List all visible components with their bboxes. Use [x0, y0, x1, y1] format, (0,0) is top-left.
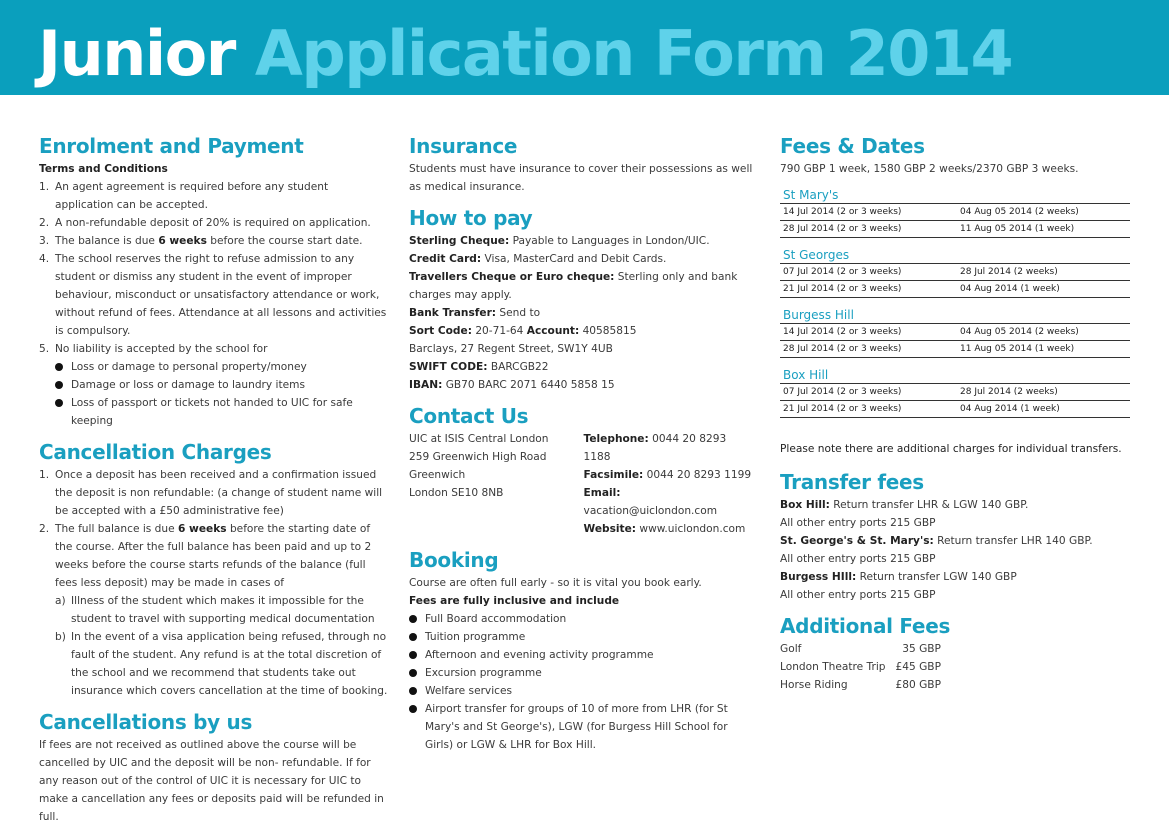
transfer-st-georges: St. George's & St. Mary's: Return transfer LHR 140 GBP.	[780, 535, 1093, 547]
bullet-icon	[409, 615, 417, 623]
list-item: b) In the event of a visa application being refused, through no fault of the student. Any refund is at the total discretion of the school and we recommend that students take out insurance which covers cancellation at the time of booking.	[55, 631, 388, 697]
venue-name: St Mary's	[783, 188, 839, 202]
address-block	[409, 430, 584, 538]
pay-sort-code: Sort Code: 20-71-64 Account: 40585815	[409, 325, 637, 337]
column-terms	[39, 132, 389, 826]
table-row: 21 Jul 2014 (2 or 3 weeks) 04 Aug 2014 (1 week)	[780, 401, 1130, 418]
table-row: 07 Jul 2014 (2 or 3 weeks) 28 Jul 2014 (2 weeks)	[780, 264, 1130, 281]
cancellations-by-us-heading: Cancellations by us	[39, 710, 253, 734]
bullet-icon	[409, 633, 417, 641]
venue-name: St Georges	[783, 248, 850, 262]
title-word-junior: Junior	[38, 17, 235, 90]
insurance-heading: Insurance	[409, 134, 518, 158]
title-word-application: Application Form 2014	[254, 17, 1013, 90]
table-row: 28 Jul 2014 (2 or 3 weeks) 11 Aug 05 2014 (1 week)	[780, 341, 1130, 358]
fees-dates-heading: Fees & Dates	[780, 134, 925, 158]
bullet-icon	[409, 669, 417, 677]
pay-card: Credit Card: Visa, MasterCard and Debit Cards.	[409, 253, 667, 265]
additional-fees-heading: Additional Fees	[780, 614, 951, 638]
email-link[interactable]: Email: vacation@uiclondon.com	[583, 487, 718, 517]
pay-swift: SWIFT CODE: BARCGB22	[409, 361, 549, 373]
contact-details	[584, 430, 754, 538]
booking-subheading: Fees are fully inclusive and include	[409, 595, 620, 607]
transfer-box-hill: Box Hill: Return transfer LHR & LGW 140 GBP.	[780, 499, 1029, 511]
list-item: Excursion programme	[409, 664, 754, 682]
cancellation-cases	[55, 592, 389, 700]
table-row: 14 Jul 2014 (2 or 3 weeks) 04 Aug 05 2014 (2 weeks)	[780, 204, 1130, 221]
header-banner	[0, 0, 1169, 95]
enrolment-heading: Enrolment and Payment	[39, 134, 304, 158]
list-item: Loss of passport or tickets not handed to UIC for safe keeping	[55, 394, 389, 430]
pay-bank: Bank Transfer: Send to	[409, 307, 541, 319]
list-item: 4. The school reserves the right to refuse admission to any student or dismiss any student in the event of improper behaviour, misconduct or unsatisfactory attendance or work, without refund of fees. Attendance at all lessons and activities is compulsory.	[39, 253, 387, 337]
table-row: 21 Jul 2014 (2 or 3 weeks) 04 Aug 2014 (1 week)	[780, 281, 1130, 298]
address-line: London SE10 8NB	[409, 487, 504, 499]
dates-table	[780, 263, 1130, 298]
fees-text: 790 GBP 1 week, 1580 GBP 2 weeks/2370 GBP 3 weeks.	[780, 163, 1079, 175]
table-row: Golf 35 GBP	[780, 643, 941, 655]
dates-table	[780, 383, 1130, 418]
list-item: Damage or loss or damage to laundry items	[55, 376, 389, 394]
address-line: 259 Greenwich High Road	[409, 451, 547, 463]
insurance-text: Students must have insurance to cover their possessions as well as medical insurance.	[409, 163, 753, 193]
column-fees	[780, 132, 1130, 694]
transfer-burgess-hill: Burgess HIll: Return transfer LGW 140 GBP	[780, 571, 1017, 583]
bullet-icon	[55, 381, 63, 389]
list-item: Airport transfer for groups of 10 of more from LHR (for St Mary's and St George's), LGW (for Burgess Hill School for Girls) or LGW & LHR for Box Hill.	[409, 700, 754, 754]
liability-list	[55, 358, 389, 430]
transfers-note: Please note there are additional charges for individual transfers.	[780, 443, 1122, 455]
list-item: Tuition programme	[409, 628, 754, 646]
table-row: Horse Riding £80 GBP	[780, 679, 941, 691]
list-item: 1. An agent agreement is required before any student application can be accepted.	[39, 181, 329, 211]
website-link[interactable]: Website: www.uiclondon.com	[583, 523, 746, 535]
telephone: Telephone: 0044 20 8293 1188	[583, 433, 727, 463]
bullet-icon	[55, 363, 63, 371]
dates-table	[780, 203, 1130, 238]
table-row: 28 Jul 2014 (2 or 3 weeks) 11 Aug 05 2014 (1 week)	[780, 221, 1130, 238]
cancellations-by-us-text: If fees are not received as outlined above the course will be cancelled by UIC and the deposit will be non- refundable. If for any reason out of the control of UIC it is necessary for UIC to make a cancellation any fees or deposits paid will be refunded in full.	[39, 739, 384, 823]
address-line: Greenwich	[409, 469, 466, 481]
list-item: 2. A non-refundable deposit of 20% is required on application.	[39, 217, 371, 229]
booking-heading: Booking	[409, 548, 499, 572]
pay-sterling: Sterling Cheque: Payable to Languages in London/UIC.	[409, 235, 710, 247]
list-item: a) Illness of the student which makes it impossible for the student to travel with supporting medical documentation	[55, 595, 375, 625]
list-item: 3. The balance is due 6 weeks before the course start date.	[39, 235, 363, 247]
bullet-icon	[409, 705, 417, 713]
transfer-other: All other entry ports 215 GBP	[780, 589, 936, 601]
transfer-fees-heading: Transfer fees	[780, 470, 924, 494]
how-to-pay-heading: How to pay	[409, 206, 533, 230]
additional-fees-table	[780, 640, 941, 694]
facsimile: Facsimile: 0044 20 8293 1199	[583, 469, 752, 481]
transfer-other: All other entry ports 215 GBP	[780, 517, 936, 529]
terms-subheading: Terms and Conditions	[39, 163, 168, 175]
list-item: Afternoon and evening activity programme	[409, 646, 754, 664]
page-title	[38, 14, 1012, 94]
pay-iban: IBAN: GB70 BARC 2071 6440 5858 15	[409, 379, 615, 391]
terms-list	[39, 178, 389, 358]
list-item: Loss or damage to personal property/money	[55, 358, 389, 376]
booking-text: Course are often full early - so it is vital you book early.	[409, 577, 702, 589]
venue-name: Burgess Hill	[783, 308, 854, 322]
bullet-icon	[409, 651, 417, 659]
table-row: London Theatre Trip £45 GBP	[780, 661, 941, 673]
cancellation-heading: Cancellation Charges	[39, 440, 272, 464]
list-item: Welfare services	[409, 682, 754, 700]
bullet-icon	[409, 687, 417, 695]
contact-heading: Contact Us	[409, 404, 529, 428]
list-item: 1. Once a deposit has been received and a confirmation issued the deposit is non refundable: (a change of student name will be accepted with a £50 administrative fee)	[39, 469, 383, 517]
list-item: 2. The full balance is due 6 weeks before the starting date of the course. After the full balance has been paid and up to 2 weeks before the course starts refunds of the balance (full fees less deposit) may be made in cases of	[39, 523, 372, 589]
transfer-other: All other entry ports 215 GBP	[780, 553, 936, 565]
cancellation-list	[39, 466, 389, 592]
bullet-icon	[55, 399, 63, 407]
pay-travellers: Travellers Cheque or Euro cheque: Sterling only and bank charges may apply.	[409, 271, 738, 301]
pay-bank-address: Barclays, 27 Regent Street, SW1Y 4UB	[409, 343, 613, 355]
contact-block	[409, 430, 754, 538]
column-payment	[409, 132, 754, 754]
table-row: 07 Jul 2014 (2 or 3 weeks) 28 Jul 2014 (2 weeks)	[780, 384, 1130, 401]
list-item: Full Board accommodation	[409, 610, 754, 628]
list-item: 5. No liability is accepted by the school for	[39, 343, 268, 355]
booking-inclusions	[409, 610, 754, 754]
address-line: UIC at ISIS Central London	[409, 433, 549, 445]
venue-name: Box Hill	[783, 368, 829, 382]
dates-table	[780, 323, 1130, 358]
table-row: 14 Jul 2014 (2 or 3 weeks) 04 Aug 05 2014 (2 weeks)	[780, 324, 1130, 341]
